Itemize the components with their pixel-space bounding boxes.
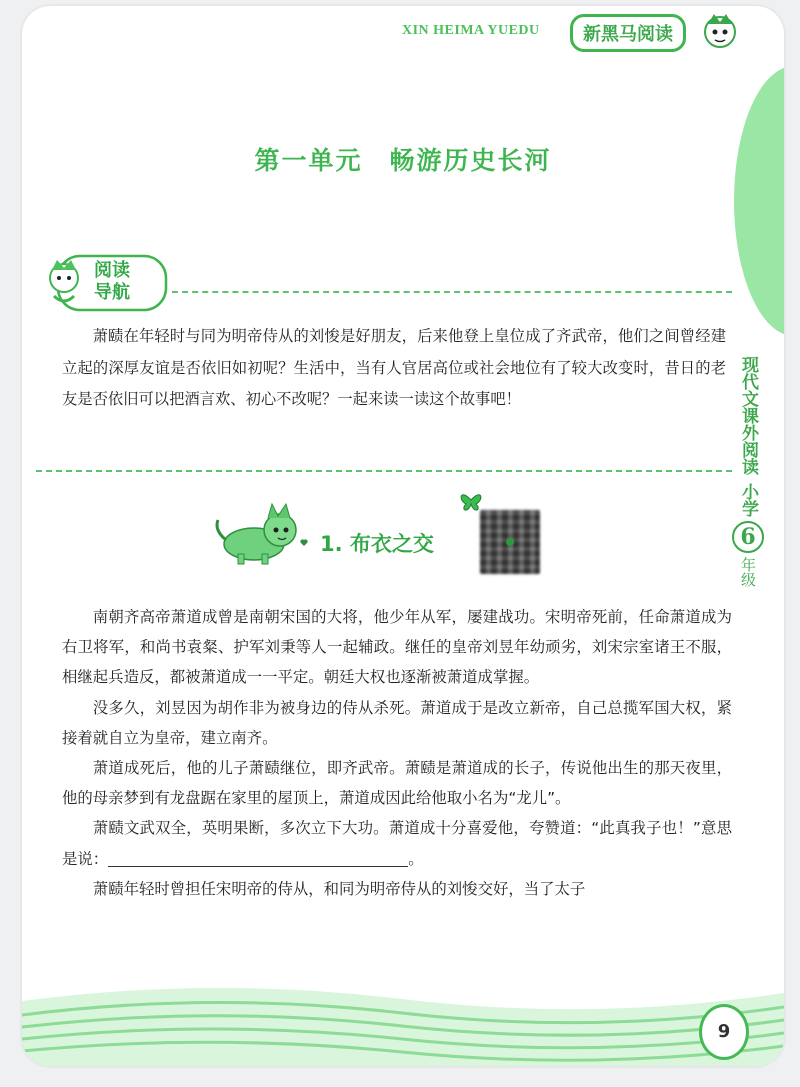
guide-bottom-divider	[36, 470, 732, 472]
side-book-title: 现代文课外阅读	[738, 356, 758, 475]
section-title: 1. 布衣之交	[320, 532, 434, 556]
mascot-icon	[698, 10, 742, 54]
story-paragraph-4	[62, 813, 732, 873]
decorative-wave-right	[734, 66, 784, 336]
guide-top-divider	[172, 291, 732, 293]
unit-title: 第一单元 畅游历史长河	[254, 146, 552, 175]
guide-label-line2: 导航	[94, 282, 130, 303]
story-paragraph-1: 南朝齐高帝萧道成曾是南朝宋国的大将，他少年从军，屡建战功。宋明帝死前，任命萧道成为右卫将军，和尚书袁粲、护军刘秉等人一起辅政。继任的皇帝刘昱年幼顽劣，刘宋宗室诸王不服，相继起兵造反，都被萧道成一一平定。朝廷大权也逐渐被萧道成掌握。	[62, 608, 732, 687]
book-page	[22, 6, 784, 1066]
story-paragraph-4-end: 。	[408, 849, 424, 868]
answer-blank[interactable]	[108, 848, 408, 867]
story-paragraph-4-text: 萧赜文武双全，英明果断，多次立下大功。萧道成十分喜爱他，夸赞道：“此真我子也！”意思是说：	[62, 819, 732, 868]
guide-intro-text: 萧赜在年轻时与同为明帝侍从的刘悛是好朋友，后来他登上皇位成了齐武帝，他们之间曾经建立起的深厚友谊是否依旧如初呢？生活中，当有人官居高位或社会地位有了较大改变时，昔日的老友是否依旧可以把酒言欢、初心不改呢？一起来读一读这个故事吧！	[62, 327, 726, 408]
dog-mascot-icon	[208, 500, 312, 570]
decorative-wave-bottom	[22, 971, 784, 1066]
story-paragraph-2: 没多久，刘昱因为胡作非为被身边的侍从杀死。萧道成于是改立新帝，自己总揽军国大权，紧接着就自立为皇帝，建立南齐。	[62, 698, 732, 747]
side-level: 小学	[738, 483, 758, 517]
header-series-pinyin: XIN HEIMA YUEDU	[402, 23, 540, 38]
page-number: 9	[699, 1004, 749, 1060]
side-grade-number: 6	[732, 521, 764, 553]
guide-label	[94, 260, 130, 304]
story-paragraph-3: 萧道成死后，他的儿子萧赜继位，即齐武帝。萧赜是萧道成的长子，传说他出生的那天夜里，他的母亲梦到有龙盘踞在家里的屋顶上，萧道成因此给他取小名为“龙儿”。	[62, 759, 732, 808]
story-paragraph-5: 萧赜年轻时曾担任宋明帝的侍从，和同为明帝侍从的刘悛交好，当了太子	[92, 879, 586, 898]
side-grade-unit: 年级	[739, 557, 757, 587]
header-series-brand: 新黑马阅读	[570, 14, 686, 52]
qr-center-dot	[506, 538, 514, 546]
side-label	[730, 356, 766, 587]
guide-label-line1: 阅读	[94, 260, 130, 281]
story-body	[62, 602, 732, 904]
